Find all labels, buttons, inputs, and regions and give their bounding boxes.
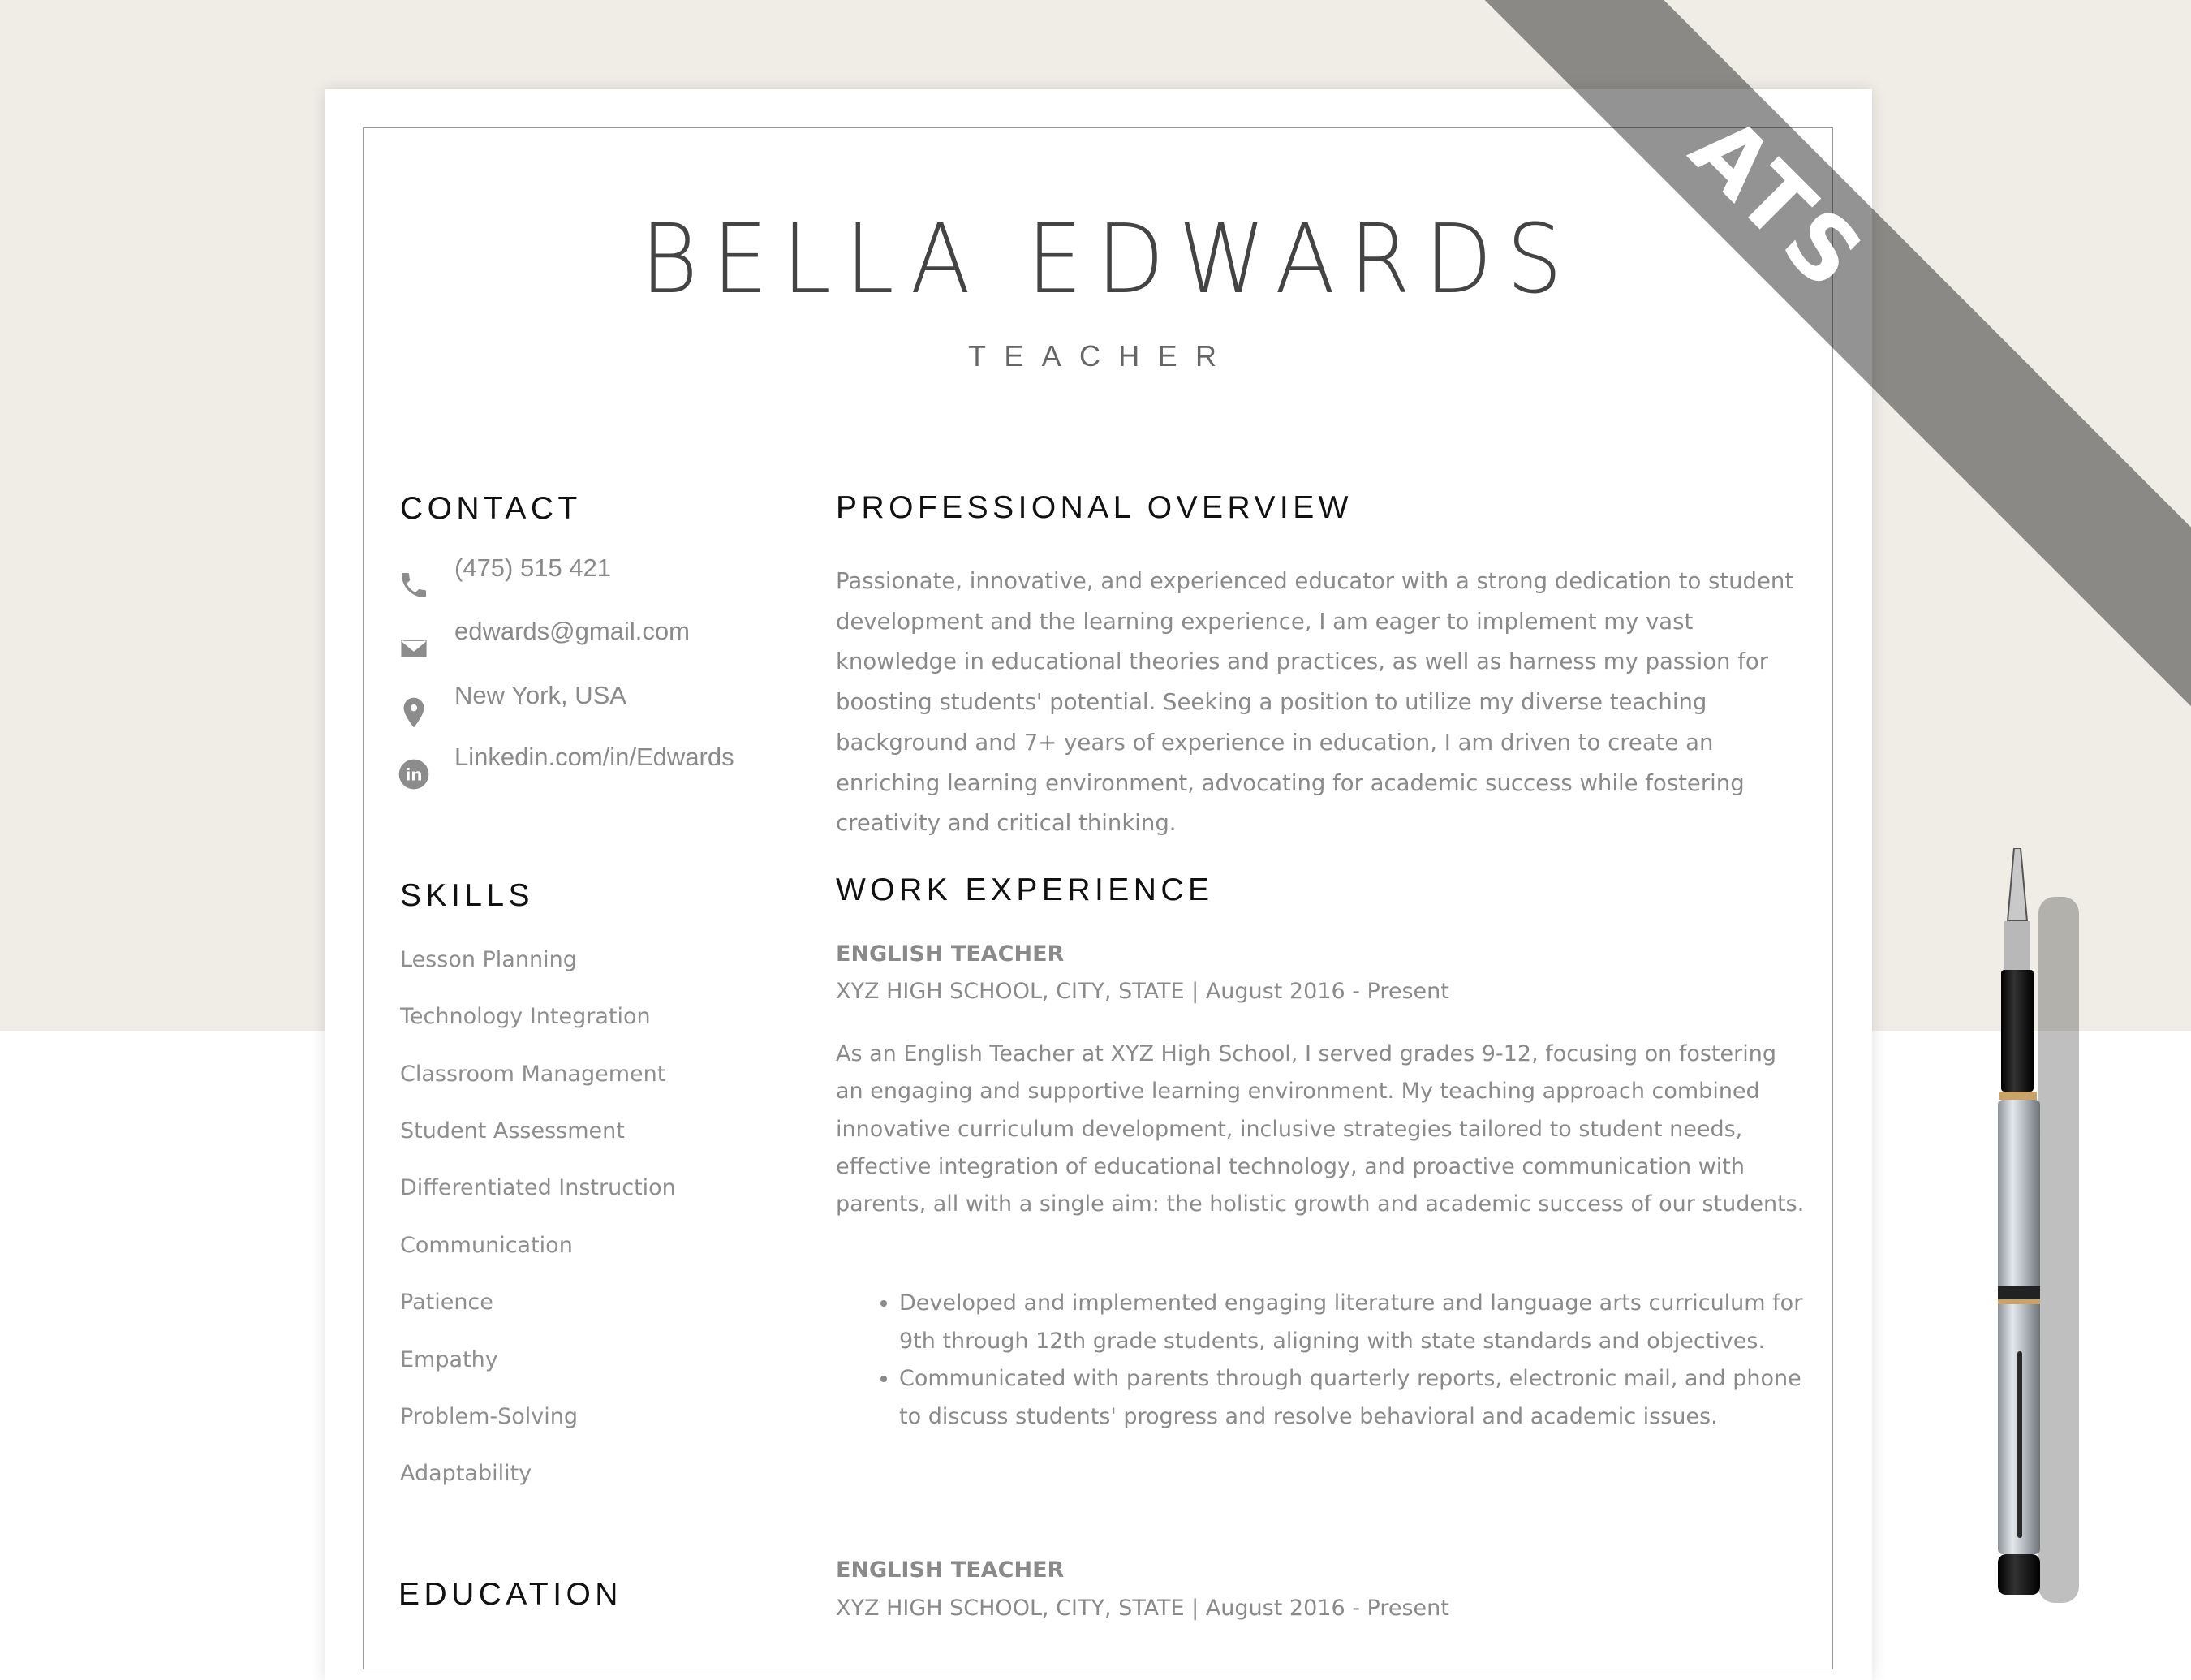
- ats-label: ATS: [1671, 97, 1885, 311]
- contact-phone-text: (475) 515 421: [454, 554, 612, 582]
- skill-item: Adaptability: [400, 1461, 532, 1486]
- skill-item: Empathy: [400, 1347, 498, 1372]
- pen-shadow: [2038, 897, 2079, 1603]
- overview-heading: PROFESSIONAL OVERVIEW: [836, 490, 1353, 525]
- overview-text: Passionate, innovative, and experienced educator with a strong dedication to student development and the learning experience, I am eager to implement my vast knowledge in educational theories and practices, as well as harness my passion for boosting students' potential. Seeking a position to utilize my diverse teaching background and 7+ years of experience in education, I am driven to create an enriching learning environment, advocating for academic success while fostering creativity and critical thinking.: [836, 568, 1794, 837]
- contact-location: [398, 681, 626, 729]
- contact-email-text: edwards@gmail.com: [454, 617, 690, 645]
- contact-phone: [398, 554, 612, 601]
- job-description: As an English Teacher at XYZ High School, I served grades 9-12, focusing on fostering an engaging and supportive learning environment. My teaching approach combined innovative curriculum development, inclusive strategies tailored to student needs, effective integration of educational technology, and proactive communication with parents, all with a single aim: the holistic growth and academic success of our students.: [836, 1041, 1805, 1217]
- fountain-pen-icon: [1980, 848, 2094, 1611]
- skill-item: Technology Integration: [400, 1004, 651, 1029]
- phone-icon: [398, 569, 430, 601]
- contact-linkedin-text[interactable]: Linkedin.com/in/Edwards: [454, 743, 734, 771]
- skill-item: Differentiated Instruction: [400, 1175, 676, 1200]
- skill-item: Problem-Solving: [400, 1404, 579, 1429]
- contact-location-text: New York, USA: [454, 681, 626, 709]
- contact-email: [398, 617, 690, 665]
- linkedin-icon: [398, 758, 430, 790]
- skill-item: Lesson Planning: [400, 947, 577, 972]
- candidate-title: TEACHER: [968, 339, 1235, 373]
- experience-heading: WORK EXPERIENCE: [836, 872, 1214, 907]
- skill-item: Student Assessment: [400, 1118, 625, 1144]
- candidate-name: BELLA EDWARDS: [640, 203, 1578, 315]
- job-role: ENGLISH TEACHER: [836, 941, 1065, 967]
- job-bullet: • Developed and implemented engaging literature and language arts curriculum for 9th through 12th grade students, aligning with state standards and objectives.: [899, 1285, 1816, 1360]
- svg-text:in: in: [405, 765, 423, 785]
- job-details: XYZ HIGH SCHOOL, CITY, STATE | August 2016 - Present: [836, 1596, 1449, 1621]
- job-role: ENGLISH TEACHER: [836, 1557, 1065, 1583]
- contact-heading: CONTACT: [400, 491, 582, 526]
- envelope-icon: [398, 632, 430, 665]
- contact-linkedin[interactable]: [398, 743, 734, 790]
- skill-item: Classroom Management: [400, 1062, 666, 1087]
- job-bullets: [868, 1285, 1816, 1436]
- job-details: XYZ HIGH SCHOOL, CITY, STATE | August 2016 - Present: [836, 979, 1449, 1004]
- job-bullet: • Communicated with parents through quarterly reports, electronic mail, and phone to discuss students' progress and resolve behavioral and academic issues.: [899, 1360, 1816, 1436]
- skill-item: Communication: [400, 1233, 573, 1258]
- skill-item: Patience: [400, 1290, 493, 1315]
- skills-heading: SKILLS: [400, 878, 535, 913]
- location-pin-icon: [398, 696, 430, 729]
- education-heading: EDUCATION: [398, 1577, 622, 1612]
